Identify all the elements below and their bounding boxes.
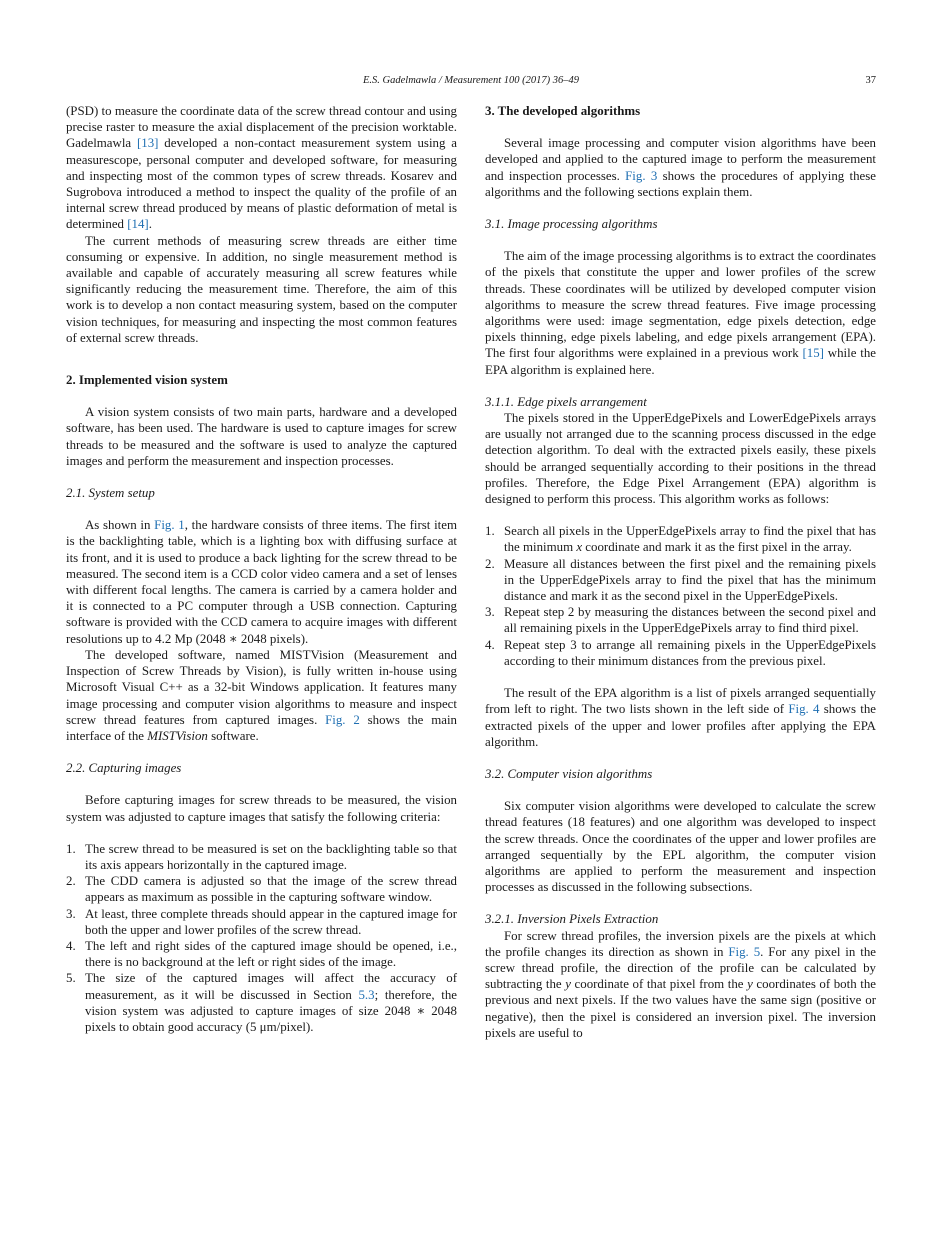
paragraph: A vision system consists of two main parts, hardware and a developed software, has been used. The hardware is used to capture images for screw threads to be measured and the software is used to analyze the captured images and perform the measurement and inspection processes. <box>66 405 457 468</box>
subsection-heading: 2.1. System setup <box>66 486 155 501</box>
section-heading: 3. The developed algorithms <box>485 104 641 118</box>
list-item: 4. The left and right sides of the captured image should be opened, i.e., there is no background at the left or right sides of the image. <box>66 938 457 970</box>
citation-link[interactable]: [13] <box>136 136 159 151</box>
running-title: E.S. Gadelmawla / Measurement 100 (2017) 36–49 <box>363 75 579 86</box>
citation-link[interactable]: [15] <box>802 346 824 361</box>
citation-link[interactable]: [14] <box>127 217 149 232</box>
paragraph: For screw thread profiles, the inversion pixels are the pixels at which the profile changes its direction as shown in Fig. 5. For any pixel in the screw thread profile, the direction of the profile can be calculated by subtracting the y coordinate of that pixel from the y coordinates of both the previous and next pixels. If the two values have the same sign (positive or negative), then the pixel is considered an inversion pixel. The inversion pixels are useful to <box>485 928 876 1040</box>
list-item: 3. At least, three complete threads should appear in the captured image for both the upper and lower profiles of the screw thread. <box>66 906 457 937</box>
paragraph: Several image processing and computer vision algorithms have been developed and applied to the captured image to perform the measurement and inspection processes. Fig. 3 shows the procedures of applying these algorithms and the following sections explain them. <box>485 136 876 199</box>
subsection-heading: 2.2. Capturing images <box>66 761 182 776</box>
figure-link[interactable]: Fig. 3 <box>625 168 658 183</box>
list-item: 2. Measure all distances between the first pixel and the remaining pixels in the UpperEdgePixels array to find the pixel that has the minimum distance and mark it as the second pixel in the UpperEdgePixels. <box>485 556 876 604</box>
paragraph: (PSD) to measure the coordinate data of the screw thread contour and using precise raster to measure the axial displacement of the precision worktable. Gadelmawla [13] developed a non-contact measurement system using a measurescope, personal computer and developed software, for measuring and inspecting most of the common types of screw threads. Kosarev and Sugrobova introduced a method to inspect the quality of the profile of an internal screw thread produced by means of plastic deformation of metal is determined [14]. <box>66 104 457 232</box>
list-item: 1. Search all pixels in the UpperEdgePixels array to find the pixel that has the minimum x coordinate and mark it as the first pixel in the array. <box>485 524 876 555</box>
right-column <box>485 103 876 1041</box>
paragraph: The current methods of measuring screw threads are either time consuming or expensive. In addition, no single measurement method is available and capable of accurately measuring all screw features while significantly reducing the measurement time. Therefore, the aim of this work is to develop a non contact measuring system, based on the computer vision techniques, for measuring and inspecting the most common features of external screw threads. <box>66 233 457 345</box>
paragraph: The developed software, named MISTVision (Measurement and Inspection of Screw Threads by Vision), is fully written in-house using Microsoft Visual C++ as a 32-bit Windows application. It features many image processing and computer vision algorithms to measure and inspect screw thread features from captured images. Fig. 2 shows the main interface of the MISTVision software. <box>66 647 457 743</box>
section-link[interactable]: 5.3 <box>358 987 375 1002</box>
subsection-heading: 3.1. Image processing algorithms <box>485 217 658 232</box>
epa-steps-list <box>485 523 876 669</box>
paragraph: Six computer vision algorithms were developed to calculate the screw thread features (18 features) and one algorithm was developed to inspect the screw threads. Once the coordinates of the upper and lower profiles are arranged sequentially by the EPL algorithm, the computer vision algorithms are applied to perform the measurement and inspection processes as discussed in the following subsections. <box>485 799 876 895</box>
paragraph: The result of the EPA algorithm is a list of pixels arranged sequentially from left to right. The two lists shown in the left side of Fig. 4 shows the extracted pixels of the upper and lower profiles after applying the EPA algorithm. <box>485 686 876 749</box>
paragraph: As shown in Fig. 1, the hardware consists of three items. The first item is the backlighting table, which is a lighting box with diffusing surface at its front, and it is used to produce a back lighting for the screw thread to be measured. The second item is a CCD color video camera and a set of lenses with different focal lengths. The camera is carried by a camera holder and it is connected to a PC computer through a USB connection. Capturing software is provided with the CCD camera to acquire images with different resolutions up to 4.2 Mp (2048 ∗ 2048 pixels). <box>66 518 457 646</box>
list-item: 3. Repeat step 2 by measuring the distances between the second pixel and all remaining pixels in the UpperEdgePixels array to find third pixel. <box>485 605 876 636</box>
paragraph: The pixels stored in the UpperEdgePixels and LowerEdgePixels arrays are usually not arranged due to the scanning process discussed in the edge detection algorithm. To deal with the extracted pixels easily, these pixels should be arranged sequentially according to their positions in the thread profiles. Therefore, the Edge Pixel Arrangement (EPA) algorithm is designed to perform this process. This algorithm works as follows: <box>485 411 876 507</box>
left-column <box>66 103 457 1035</box>
list-item: 1. The screw thread to be measured is set on the backlighting table so that its axis appears horizontally in the captured image. <box>66 841 457 872</box>
figure-link[interactable]: Fig. 4 <box>788 702 820 717</box>
list-item: 5. The size of the captured images will affect the accuracy of measurement, as it will be discussed in Section 5.3; therefore, the vision system was adjusted to capture images of size 2048 ∗ 2048 pixels to obtain good accuracy (5 μm/pixel). <box>66 971 458 1034</box>
subsection-heading: 3.2. Computer vision algorithms <box>485 766 653 781</box>
figure-link[interactable]: Fig. 5 <box>728 944 761 959</box>
list-item: 2. The CDD camera is adjusted so that the image of the screw thread appears as maximum as possible in the capturing software window. <box>66 874 457 905</box>
page-number: 37 <box>865 75 876 86</box>
figure-link[interactable]: Fig. 1 <box>154 518 185 533</box>
paragraph: Before capturing images for screw threads to be measured, the vision system was adjusted to capture images that satisfy the following criteria: <box>66 793 457 824</box>
paragraph: The aim of the image processing algorithms is to extract the coordinates of the pixels that constitute the upper and lower profiles of the screw threads. These coordinates will be utilized by developed computer vision algorithms to measure the screw thread features. Five image processing algorithms were used: image segmentation, edge pixels detection, edge pixels thinning, edge pixels labeling, and edge pixels arrangement (EPA). The first four algorithms were explained in a previous work [15] while the EPA algorithm is explained here. <box>485 249 876 377</box>
section-heading: 2. Implemented vision system <box>66 373 228 388</box>
list-item: 4. Repeat step 3 to arrange all remaining pixels in the UpperEdgePixels according to their minimum distances from the previous pixel. <box>485 637 876 668</box>
criteria-list <box>66 841 457 1035</box>
subsubsection-heading: 3.1.1. Edge pixels arrangement <box>485 394 647 409</box>
subsubsection-heading: 3.2.1. Inversion Pixels Extraction <box>485 912 659 927</box>
figure-link[interactable]: Fig. 2 <box>325 712 360 727</box>
running-head <box>66 73 876 89</box>
